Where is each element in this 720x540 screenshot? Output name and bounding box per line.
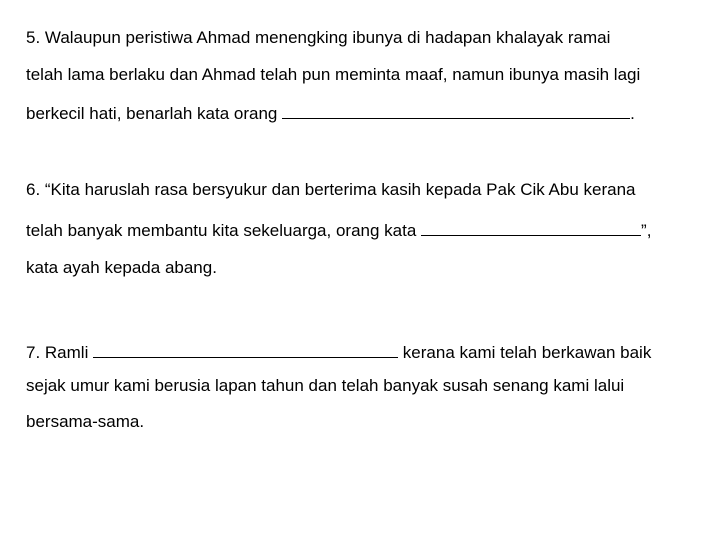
question-7-line-1 <box>26 341 651 363</box>
question-5-line-1: 5. Walaupun peristiwa Ahmad menengking ibunya di hadapan khalayak ramai <box>26 28 611 47</box>
question-6-answer-blank[interactable] <box>421 219 641 236</box>
question-6-line-2 <box>26 219 651 241</box>
question-6-line-3: kata ayah kepada abang. <box>26 258 217 277</box>
question-7-answer-blank[interactable] <box>93 341 398 358</box>
question-5-text-before-blank: berkecil hati, benarlah kata orang <box>26 104 283 123</box>
question-5-line-2: telah lama berlaku dan Ahmad telah pun meminta maaf, namun ibunya masih lagi <box>26 65 641 84</box>
question-7-line-2: sejak umur kami berusia lapan tahun dan telah banyak susah senang kami lalui <box>26 376 625 395</box>
question-6-line-1: 6. “Kita haruslah rasa bersyukur dan berterima kasih kepada Pak Cik Abu kerana <box>26 180 636 199</box>
question-5-answer-blank[interactable] <box>282 102 630 119</box>
question-7-line-3: bersama-sama. <box>26 412 145 431</box>
question-7-text-before-blank: 7. Ramli <box>26 343 94 362</box>
question-6-text-after-blank: ”, <box>641 221 652 240</box>
question-5-line-3 <box>26 102 635 124</box>
question-5-text-after-blank: . <box>630 104 635 123</box>
question-7-text-after-blank: kerana kami telah berkawan baik <box>398 343 652 362</box>
question-6-text-before-blank: telah banyak membantu kita sekeluarga, orang kata <box>26 221 422 240</box>
